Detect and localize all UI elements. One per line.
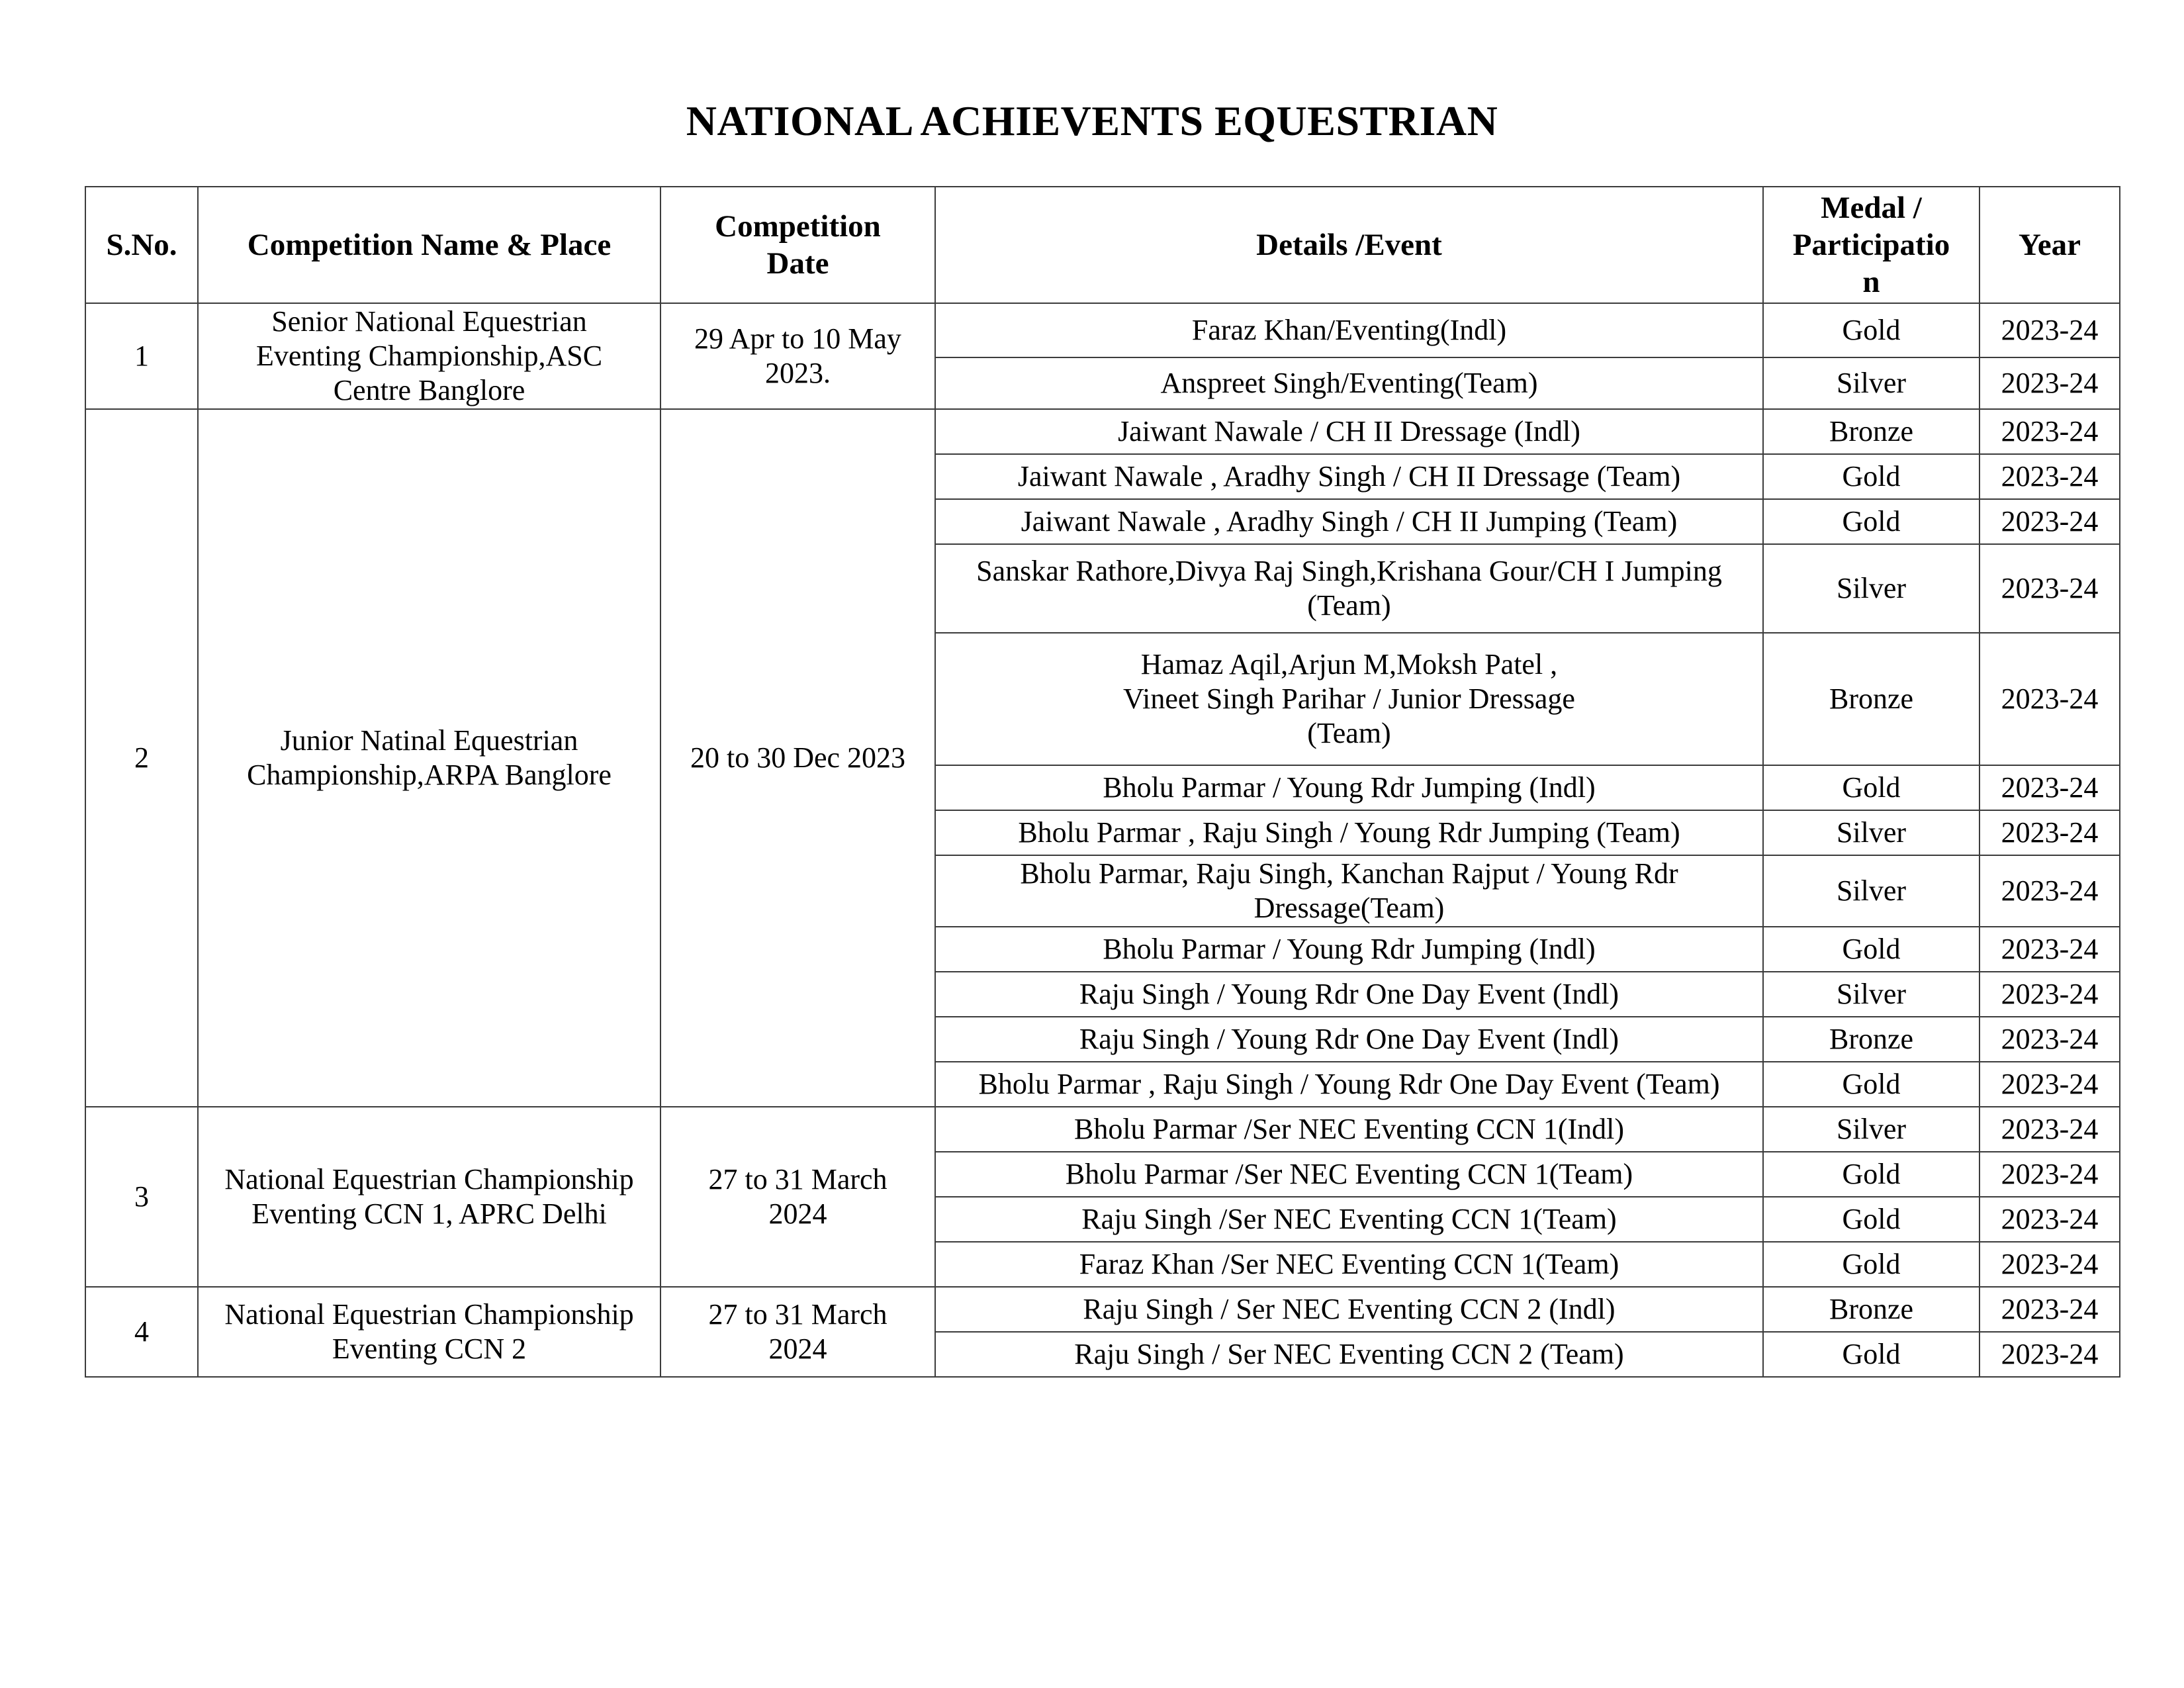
cell-details: Bholu Parmar / Young Rdr Jumping (Indl): [935, 927, 1763, 972]
cell-year: 2023-24: [1979, 1107, 2120, 1152]
cell-sno: 3: [85, 1107, 198, 1287]
cell-year: 2023-24: [1979, 303, 2120, 357]
header-date: Competition Date: [660, 187, 935, 303]
cell-year: 2023-24: [1979, 1332, 2120, 1377]
cell-details: Sanskar Rathore,Divya Raj Singh,Krishana Gour/CH I Jumping (Team): [935, 544, 1763, 633]
cell-sno: 1: [85, 303, 198, 409]
cell-year: 2023-24: [1979, 1197, 2120, 1242]
cell-medal: Silver: [1763, 972, 1979, 1017]
cell-medal: Bronze: [1763, 409, 1979, 454]
cell-medal: Gold: [1763, 1242, 1979, 1287]
header-sno: S.No.: [85, 187, 198, 303]
cell-medal: Gold: [1763, 303, 1979, 357]
cell-details: Anspreet Singh/Eventing(Team): [935, 357, 1763, 409]
cell-year: 2023-24: [1979, 1152, 2120, 1197]
header-medal: Medal / Participatio n: [1763, 187, 1979, 303]
cell-details: Bholu Parmar , Raju Singh / Young Rdr One Day Event (Team): [935, 1062, 1763, 1107]
cell-details: Bholu Parmar /Ser NEC Eventing CCN 1(Indl): [935, 1107, 1763, 1152]
cell-year: 2023-24: [1979, 855, 2120, 927]
cell-sno: 2: [85, 409, 198, 1107]
header-details: Details /Event: [935, 187, 1763, 303]
header-row: [85, 187, 2120, 303]
cell-details: Faraz Khan /Ser NEC Eventing CCN 1(Team): [935, 1242, 1763, 1287]
cell-date: 27 to 31 March 2024: [660, 1287, 935, 1377]
cell-details: Bholu Parmar, Raju Singh, Kanchan Rajput / Young Rdr Dressage(Team): [935, 855, 1763, 927]
cell-medal: Silver: [1763, 810, 1979, 855]
cell-medal: Gold: [1763, 1197, 1979, 1242]
cell-year: 2023-24: [1979, 544, 2120, 633]
cell-details: Jaiwant Nawale / CH II Dressage (Indl): [935, 409, 1763, 454]
cell-competition: National Equestrian Championship Eventing CCN 2: [198, 1287, 660, 1377]
cell-year: 2023-24: [1979, 1242, 2120, 1287]
cell-competition: National Equestrian Championship Eventing CCN 1, APRC Delhi: [198, 1107, 660, 1287]
cell-medal: Silver: [1763, 544, 1979, 633]
cell-details: Bholu Parmar / Young Rdr Jumping (Indl): [935, 765, 1763, 810]
cell-medal: Bronze: [1763, 633, 1979, 765]
cell-year: 2023-24: [1979, 927, 2120, 972]
header-year: Year: [1979, 187, 2120, 303]
cell-details: Faraz Khan/Eventing(Indl): [935, 303, 1763, 357]
cell-date: 29 Apr to 10 May 2023.: [660, 303, 935, 409]
table-row: [85, 1107, 2120, 1152]
cell-medal: Gold: [1763, 1062, 1979, 1107]
table-row: [85, 1287, 2120, 1332]
header-competition: Competition Name & Place: [198, 187, 660, 303]
cell-medal: Gold: [1763, 1332, 1979, 1377]
cell-year: 2023-24: [1979, 810, 2120, 855]
cell-medal: Gold: [1763, 927, 1979, 972]
cell-details: Hamaz Aqil,Arjun M,Moksh Patel , Vineet Singh Parihar / Junior Dressage (Team): [935, 633, 1763, 765]
cell-year: 2023-24: [1979, 357, 2120, 409]
cell-medal: Silver: [1763, 855, 1979, 927]
cell-year: 2023-24: [1979, 499, 2120, 544]
cell-date: 20 to 30 Dec 2023: [660, 409, 935, 1107]
cell-year: 2023-24: [1979, 1017, 2120, 1062]
cell-date: 27 to 31 March 2024: [660, 1107, 935, 1287]
cell-medal: Silver: [1763, 1107, 1979, 1152]
cell-medal: Gold: [1763, 454, 1979, 499]
cell-medal: Silver: [1763, 357, 1979, 409]
cell-sno: 4: [85, 1287, 198, 1377]
cell-details: Raju Singh / Ser NEC Eventing CCN 2 (Indl): [935, 1287, 1763, 1332]
cell-medal: Bronze: [1763, 1017, 1979, 1062]
cell-details: Raju Singh / Ser NEC Eventing CCN 2 (Team): [935, 1332, 1763, 1377]
cell-medal: Gold: [1763, 765, 1979, 810]
cell-details: Bholu Parmar /Ser NEC Eventing CCN 1(Team): [935, 1152, 1763, 1197]
cell-year: 2023-24: [1979, 1287, 2120, 1332]
table-row: [85, 303, 2120, 357]
cell-year: 2023-24: [1979, 633, 2120, 765]
cell-details: Raju Singh / Young Rdr One Day Event (Indl): [935, 972, 1763, 1017]
cell-details: Raju Singh /Ser NEC Eventing CCN 1(Team): [935, 1197, 1763, 1242]
cell-details: Jaiwant Nawale , Aradhy Singh / CH II Jumping (Team): [935, 499, 1763, 544]
cell-year: 2023-24: [1979, 1062, 2120, 1107]
cell-medal: Gold: [1763, 1152, 1979, 1197]
cell-year: 2023-24: [1979, 454, 2120, 499]
table-row: [85, 409, 2120, 454]
cell-competition: Senior National Equestrian Eventing Championship,ASC Centre Banglore: [198, 303, 660, 409]
cell-details: Raju Singh / Young Rdr One Day Event (Indl): [935, 1017, 1763, 1062]
cell-year: 2023-24: [1979, 972, 2120, 1017]
page-title: NATIONAL ACHIEVENTS EQUESTRIAN: [686, 97, 1498, 144]
achievements-table: [85, 186, 2120, 1378]
cell-year: 2023-24: [1979, 765, 2120, 810]
cell-medal: Gold: [1763, 499, 1979, 544]
cell-details: Bholu Parmar , Raju Singh / Young Rdr Jumping (Team): [935, 810, 1763, 855]
cell-year: 2023-24: [1979, 409, 2120, 454]
cell-medal: Bronze: [1763, 1287, 1979, 1332]
cell-competition: Junior Natinal Equestrian Championship,ARPA Banglore: [198, 409, 660, 1107]
cell-details: Jaiwant Nawale , Aradhy Singh / CH II Dressage (Team): [935, 454, 1763, 499]
